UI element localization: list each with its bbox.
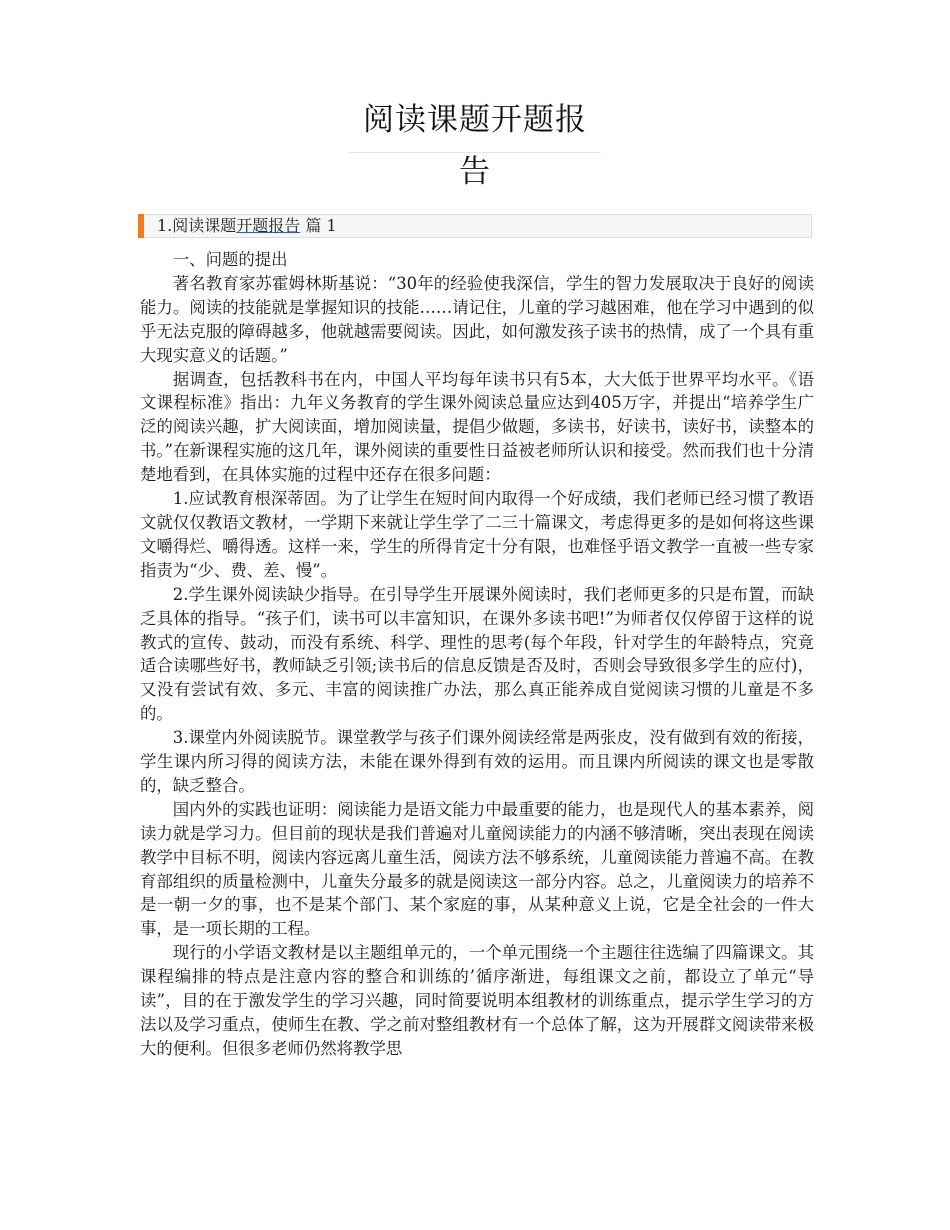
section-number: 1. [157,216,173,235]
paragraph: 1.应试教育根深蒂固。为了让学生在短时间内取得一个好成绩，我们老师已经习惯了教语文就仅仅教语文教材，一学期下来就让学生学了二三十篇课文，考虑得更多的是如何将这些课文嚼得烂、嚼得透。这样一来，学生的所得肯定十分有限，也难怪乎语文教学一直被一些专家指责为“少、费、差、慢”。 [140,489,814,580]
paragraph: 国内外的实践也证明：阅读能力是语文能力中最重要的能力，也是现代人的基本素养，阅读力就是学习力。但目前的现状是我们普遍对儿童阅读能力的内涵不够清晰，突出表现在阅读教学中目标不明，阅读内容远离儿童生活，阅读方法不够系统，儿童阅读能力普遍不高。在教育部组织的质量检测中，儿童失分最多的就是阅读这一部分内容。总之，儿童阅读力的培养不是一朝一夕的事，也不是某个部门、某个家庭的事，从某种意义上说，它是全社会的一件大事，是一项长期的工程。 [140,799,814,939]
section-prefix: 阅读课题 [172,216,237,235]
section-accent-bar [138,214,144,238]
page-title: 阅读课题开题报告 [363,102,587,190]
section-link[interactable]: 开题报告 [236,216,301,235]
subheading-problem: 一、问题的提出 [172,250,288,269]
section-suffix: 篇 1 [300,216,337,235]
paragraph: 著名教育家苏霍姆林斯基说：“30年的经验使我深信，学生的智力发展取决于良好的阅读能力。阅读的技能就是掌握知识的技能……请记住，儿童的学习越困难，他在学习中遇到的似乎无法克服的障碍越多，他就越需要阅读。因此，如何激发孩子读书的热情，成了一个具有重大现实意义的话题。” [140,273,814,365]
title-box [349,94,601,190]
paragraph: 3.课堂内外阅读脱节。课堂教学与孩子们课外阅读经常是两张皮，没有做到有效的衔接，学生课内所习得的阅读方法，未能在课外得到有效的运用。而且课内所阅读的课文也是零散的，缺乏整合。 [140,728,814,795]
section-heading [138,214,812,238]
document-body [140,248,814,1061]
paragraph: 据调查，包括教科书在内，中国人平均每年读书只有5本，大大低于世界平均水平。《语文课程标准》指出：九年义务教育的学生课外阅读总量应达到405万字，并提出“培养学生广泛的阅读兴趣，扩大阅读面，增加阅读量，提倡少做题，多读书，好读书，读好书，读整本的书。”在新课程实施的这几年，课外阅读的重要性日益被老师所认识和接受。然而我们也十分清楚地看到，在具体实施的过程中还存在很多问题： [140,369,814,485]
section-heading-text [157,215,337,237]
paragraph: 现行的小学语文教材是以主题组单元的，一个单元围绕一个主题往往选编了四篇课文。其课程编排的特点是注意内容的整合和训练的’循序渐进，每组课文之前，都设立了单元“导读”，目的在于激发学生的学习兴趣，同时简要说明本组教材的训练重点，提示学生学习的方法以及学习重点，使师生在教、学之前对整组教材有一个总体了解，这为开展群文阅读带来极大的便利。但很多老师仍然将教学思 [140,943,814,1058]
paragraph: 2.学生课外阅读缺少指导。在引导学生开展课外阅读时，我们老师更多的只是布置，而缺乏具体的指导。“孩子们，读书可以丰富知识，在课外多读书吧!”为师者仅仅停留于这样的说教式的宣传、鼓动，而没有系统、科学、理性的思考(每个年段，针对学生的年龄特点，究竟适合读哪些好书，教师缺乏引领;读书后的信息反馈是否及时，否则会导致很多学生的应付)，又没有尝试有效、多元、丰富的阅读推广办法，那么真正能养成自觉阅读习惯的儿童是不多的。 [140,584,814,724]
